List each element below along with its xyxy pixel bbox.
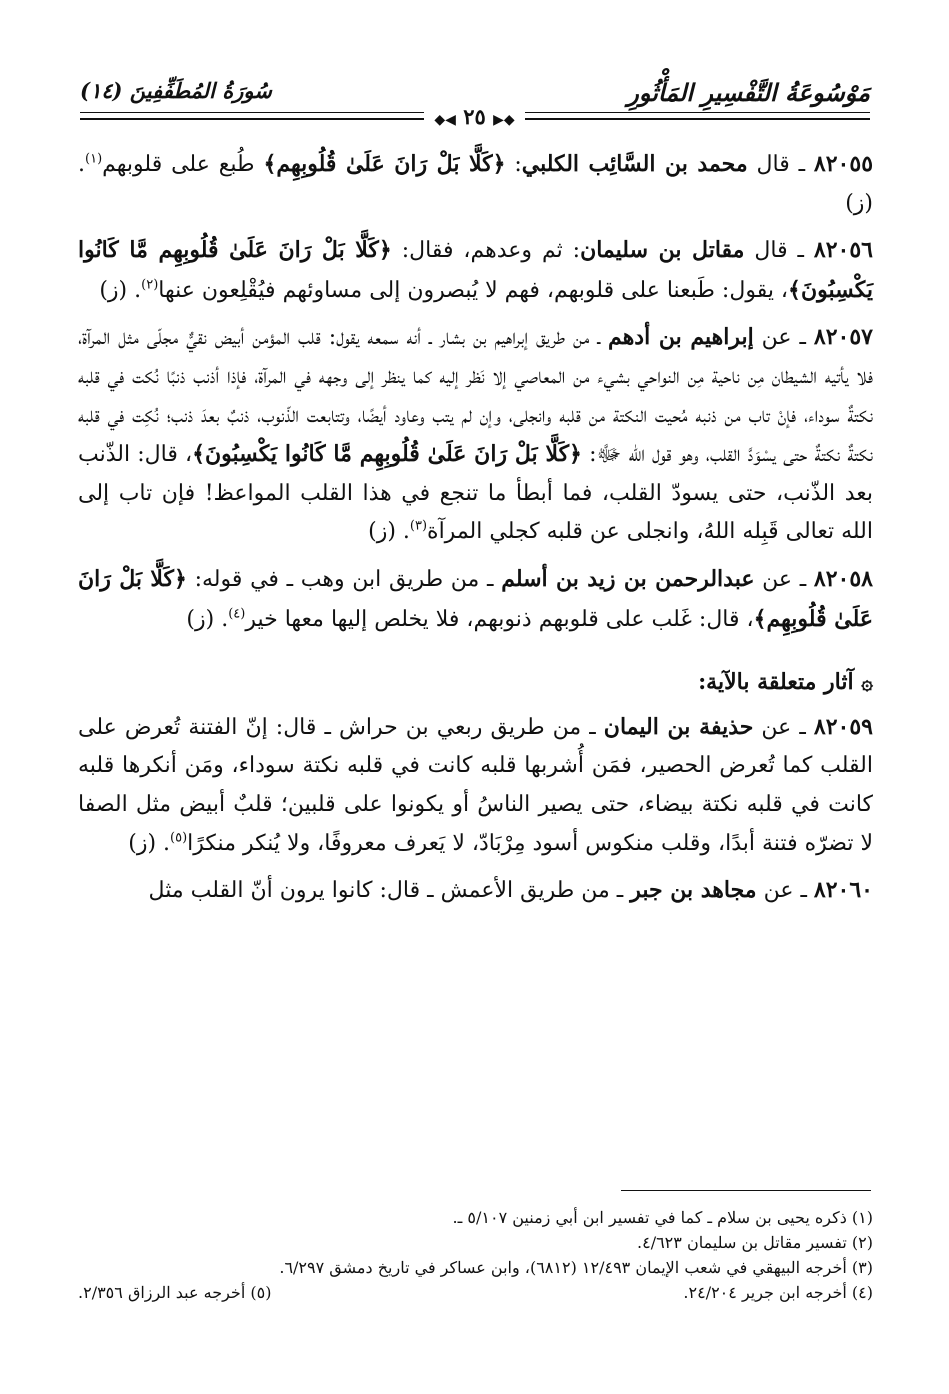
narration-text: . (ز) [99,277,142,303]
quran-verse: ﴿كَلَّا بَلْ رَانَ عَلَىٰ قُلُوبِهِم﴾ [78,565,873,632]
ornament-right-icon: ▶◆ [493,112,515,128]
quran-verse: ﴿كَلَّا بَلْ رَانَ عَلَىٰ قُلُوبِهِم﴾ [263,151,506,177]
narration-text: ـ من طريق ربعي بن حراش ـ قال: إنّ الفتنة تُعرض على القلب كما تُعرض الحصير، فمَن أُشربها قلبه كانت في قلبه نكتة سوداء، ومَن أنكرها قلبه كانت في قلبه نكتة بيضاء، حتى يصير الناسُ أو يكونوا على قلبين؛ قلبٌ أبيض مثل الصفا لا تضرّه فتنة أبدًا، وقلب منكوس أسود مِرْبَادّ، لا يَعرف معروفًا، ولا يُنكر منكرًا [78,714,873,856]
footnote-2: (٢) تفسير مقاتل بن سليمان ٤/٦٢٣. [637,1233,873,1252]
narration-number: ٨٢٠٥٩ [813,713,873,740]
footnote-ref: (٢) [141,277,159,293]
narration-text: ، يقول: طَبعنا على قلوبهم، فهم لا يُبصرون إلى مساوئهم فيُقْلِعون عنها [158,277,789,303]
narration-text: ـ من طريق ابن وهب ـ في قوله: [186,566,502,592]
paragraphs-group-2 [78,708,873,911]
footnote-4: (٤) أخرجه ابن جرير ٢٤/٢٠٤. [683,1283,873,1302]
footnote-5: (٥) أخرجه عبد الرزاق ٢/٣٥٦. [78,1283,272,1302]
narration-text: . (ز) [128,830,171,856]
narration-text: طُبع على قلوبهم [102,152,264,177]
narrator-name: محمد بن السَّائِب الكلبي [521,151,748,177]
narration-number: ٨٢٠٦٠ [813,877,873,904]
footnotes [78,1205,873,1305]
section-title: آثار متعلقة بالآية: [698,669,854,696]
narration-text: . (ز) [368,519,410,545]
narration-text: ـ قال [747,152,814,177]
footnote-1: (١) ذكره يحيى بن سلام ـ كما في تفسير ابن أبي زمنين ٥/١٠٧ ـ. [452,1208,873,1227]
narration-number: ٨٢٠٥٦ [813,237,873,264]
quran-verse: ﴿كَلَّا بَلْ رَانَ عَلَىٰ قُلُوبِهِم مَّا كَانُوا يَكْسِبُونَ﴾ [192,441,582,468]
footnote-ref: (١) [85,151,103,167]
main-text [78,145,873,919]
footnote-ref: (٣) [409,519,428,535]
narrator-name: مجاهد بن جبر [630,877,757,904]
book-title: مَوْسُوعَةُ التَّفْسِيرِ المَأْثُورِ [627,78,870,107]
section-heading [78,663,873,702]
narration-number: ٨٢٠٥٧ [813,324,873,351]
narration-paragraph [78,318,873,552]
paragraphs-group-1 [78,145,873,639]
star-ornament-icon: ۞ [861,670,873,695]
narration-paragraph [78,560,873,639]
narrator-name: إبراهيم بن أدهم [608,324,754,351]
footnote-separator [621,1190,871,1191]
narration-text: ـ من طريق الأعمش ـ قال: كانوا يرون أنّ القلب مثل [148,878,631,904]
narration-paragraph [78,708,873,863]
narration-text: ـ قال [744,238,814,264]
narration-text: ـ عن [753,714,814,740]
narration-text: . (ز) [186,606,229,632]
narration-text: ـ عن [756,878,814,904]
narration-paragraph [78,871,873,911]
narration-text: ، قال: غَلب على قلوبهم ذنوبهم، فلا يخلص إليها معها خير [245,606,754,632]
narration-text: ـ من طريق إبراهيم بن بشار ـ أنه سمعه يقول: قلب المؤمن أبيض نقيٌّ مجلّى مثل المرآة، فلا يأتيه الشيطان مِن ناحية مِن النواحي بشيء من المعاصي إلا نَظر إليه كما ينظر إلى وجهه في المرآة، فإذا أذنب ذنبًا نُكت في قلبه نكتةٌ سوداء، فإنْ تاب من ذنبه مُحيت النكتة من قلبه وانجلى، وإن لم يتب وعاود أيضًا، وتتابعت الذّنوب، ذنبٌ بعدَ ذنب؛ نُكِت في قلبه نكتةٌ نكتةٌ حتى يسْوَدَّ القلب، وهو قول الله ﷻ: [78,325,873,468]
narration-text: : [505,152,522,177]
narration-text: ، قال: الذّنب بعد الذّنب، حتى يسودّ القلب، فما أبطأ ما تنجع في هذا القلب المواعظ! فإن تاب إلى الله تعالى قَبِله اللهُ، وانجلى عن قلبه كجلي المرآة [78,442,873,545]
narration-paragraph [78,145,873,223]
footnote-3: (٣) أخرجه البيهقي في شعب الإيمان ١٢/٤٩٣ (٦٨١٢)، وابن عساكر في تاريخ دمشق ٦/٢٩٧. [279,1258,873,1277]
narrator-name: حذيفة بن اليمان [603,713,754,740]
narration-paragraph [78,231,873,310]
narration-text: : ثم وعدهم، فقال: [391,238,581,264]
narrator-name: مقاتل بن سليمان [580,237,745,264]
narration-number: ٨٢٠٥٥ [813,151,874,177]
page-number: ◆◀ ٢٥ ▶◆ [424,104,524,129]
ornament-left-icon: ◆◀ [434,112,456,128]
narration-text: ـ عن [753,325,814,351]
narration-text: . (ز) [78,152,873,216]
surah-title: سُورَةُ المُطَفِّفِينَ (١٤) [80,78,272,103]
footnote-ref: (٥) [170,830,188,846]
narration-number: ٨٢٠٥٨ [813,565,873,592]
footnote-ref: (٤) [228,606,246,622]
narrator-name: عبدالرحمن بن زيد بن أسلم [501,565,755,592]
page-number-wrap [0,104,949,129]
quran-verse: ﴿كَلَّا بَلْ رَانَ عَلَىٰ قُلُوبِهِم مَّا كَانُوا يَكْسِبُونَ﴾ [78,237,873,303]
footnote-row-4-5 [78,1280,873,1305]
narration-text: ـ عن [754,566,814,592]
